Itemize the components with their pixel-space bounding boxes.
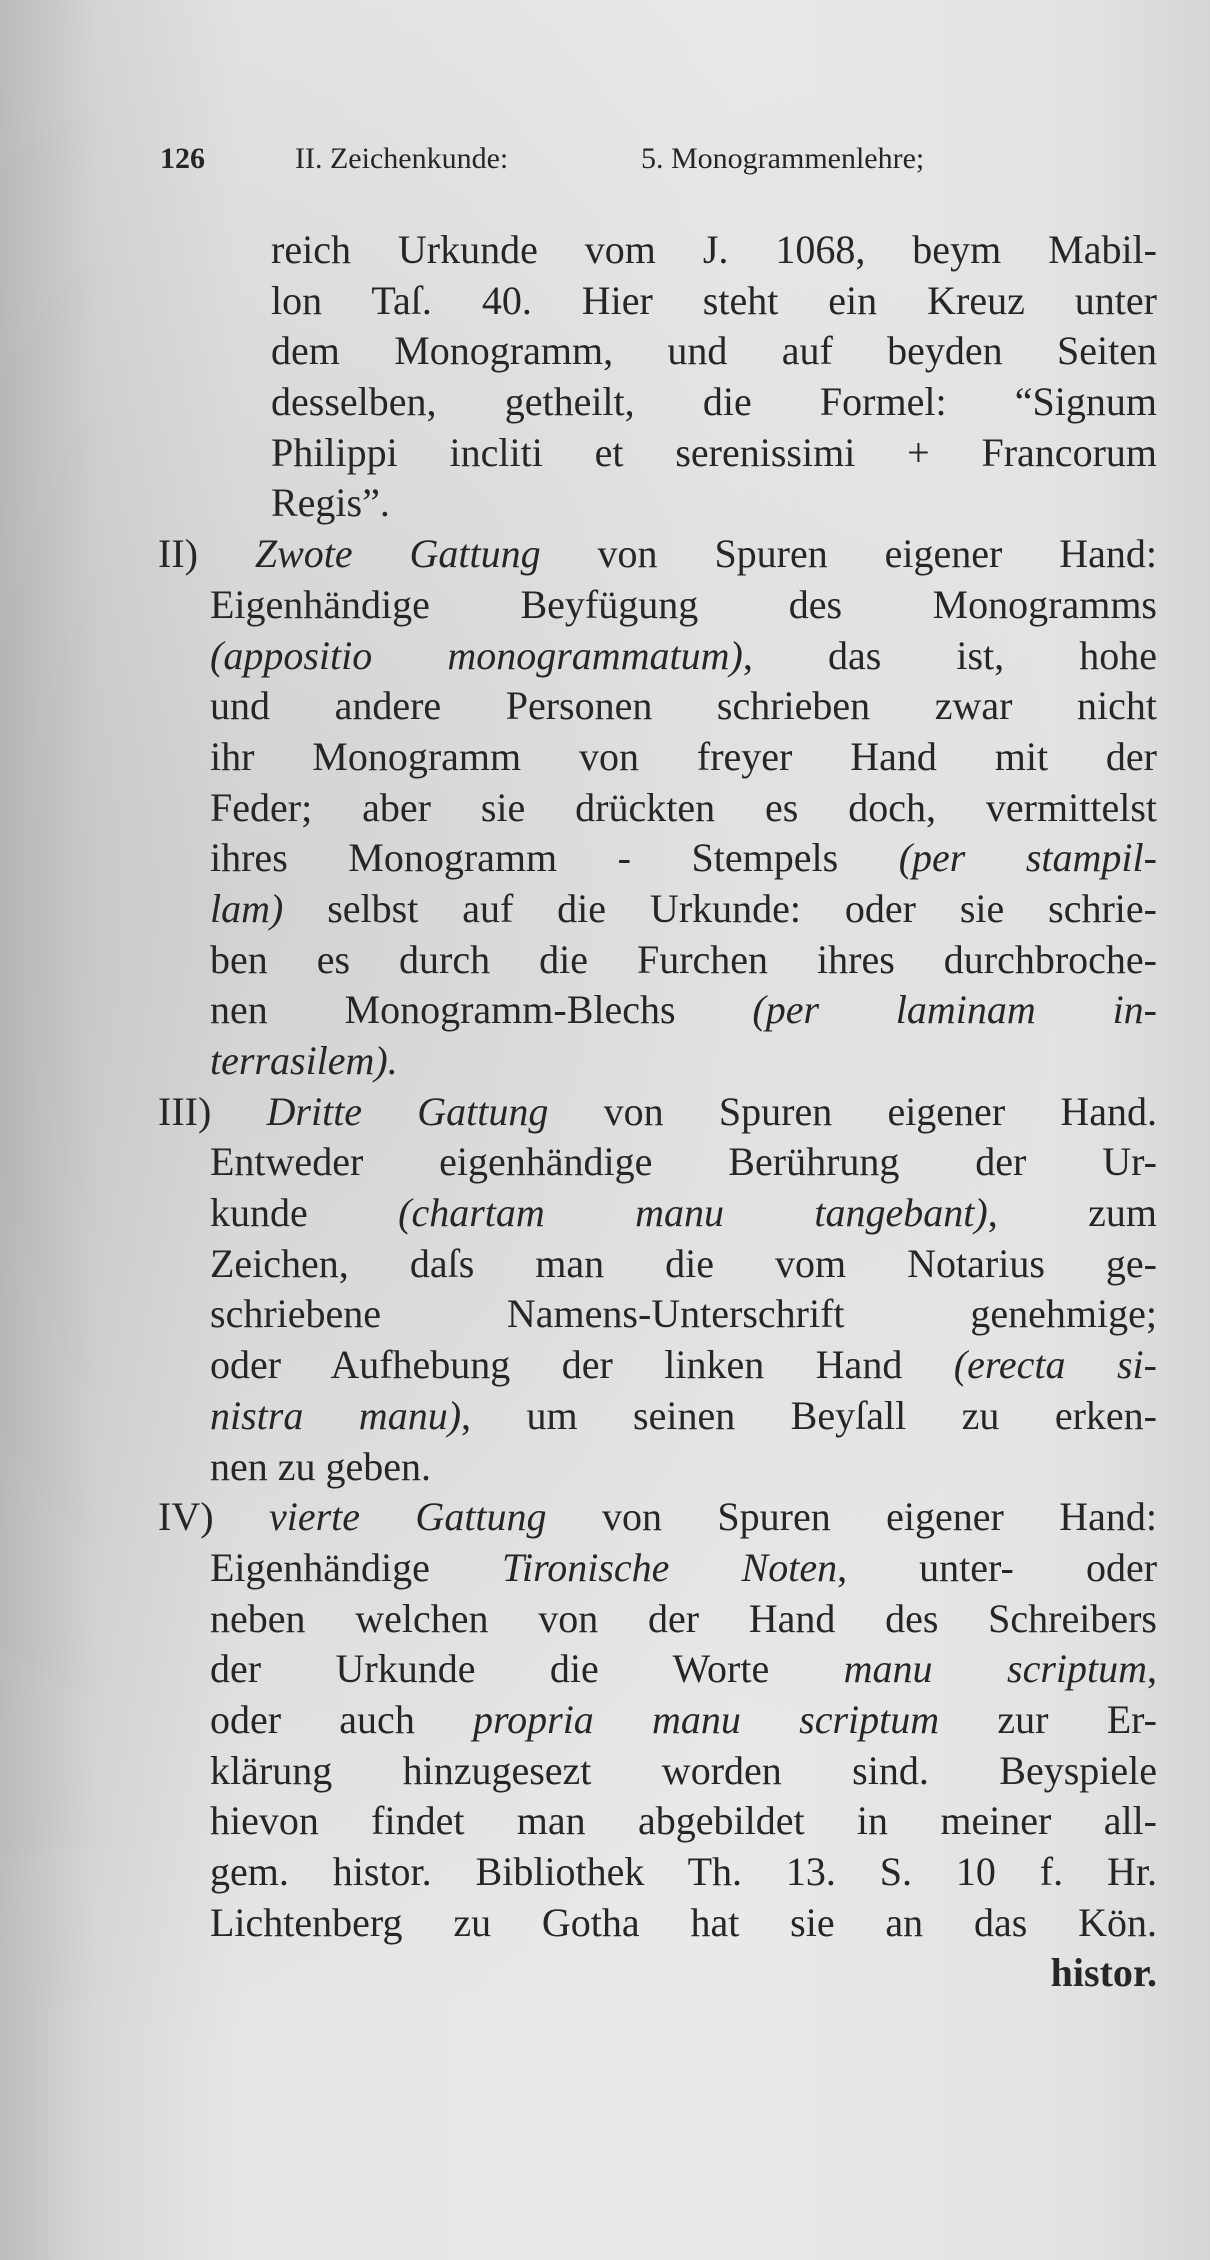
text-segment: von Spuren eigener Hand: (546, 1494, 1157, 1540)
text-line (210, 1391, 1157, 1442)
text-line (271, 225, 1157, 276)
text-segment: , um seinen Beyſall zu erken- (461, 1392, 1157, 1438)
text-line (210, 1746, 1157, 1797)
text-line (210, 1289, 1157, 1340)
text-segment: , zum (987, 1190, 1157, 1236)
section-title: II. Zeichenkunde: (295, 142, 509, 175)
text-line (210, 1644, 1157, 1695)
subsection-title: 5. Monogrammenlehre; (641, 142, 925, 175)
text-line (210, 1442, 1157, 1493)
text-segment: ihres Monogramm - Stempels (210, 835, 899, 881)
item-number: IV) (158, 1494, 214, 1540)
text-line (158, 1492, 1157, 1543)
text-segment: oder Aufhebung der linken Hand (210, 1342, 954, 1388)
text-segment: schriebene Namens-Unterschrift genehmige; (210, 1291, 1157, 1337)
italic-text: (erecta si- (953, 1342, 1157, 1388)
text-line (210, 631, 1157, 682)
text-segment: , unter- oder (837, 1544, 1158, 1590)
catchword: histor. (1050, 1950, 1157, 1996)
text-segment: Lichtenberg zu Gotha hat sie an das Kön. (210, 1899, 1157, 1945)
text-line (210, 985, 1157, 1036)
text-segment: Eigenhändige Beyfügung des Monogramms (210, 581, 1157, 627)
text-segment: ben es durch die Furchen ihres durchbroche- (210, 936, 1157, 982)
text-line (210, 935, 1157, 986)
text-line (210, 1137, 1157, 1188)
text-segment: dem Monogramm, und auf beyden Seiten (271, 328, 1157, 374)
list-item (0, 1492, 1210, 1948)
text-segment: oder auch (210, 1696, 474, 1742)
text-line (271, 276, 1157, 327)
text-line (271, 428, 1157, 479)
text-line (210, 833, 1157, 884)
text-segment: von Spuren eigener Hand. (548, 1088, 1158, 1134)
italic-text: Dritte Gattung (266, 1088, 549, 1134)
italic-text: Zwote Gattung (254, 531, 541, 577)
body-text (0, 225, 1210, 1999)
text-line (210, 1188, 1157, 1239)
item-number: III) (158, 1088, 212, 1134)
text-segment: Regis”. (271, 480, 390, 526)
running-header (0, 142, 1210, 186)
text-line (210, 1036, 1157, 1087)
text-line (210, 1594, 1157, 1645)
italic-text: (per stampil- (898, 835, 1157, 881)
text-segment: Eigenhändige (210, 1544, 503, 1590)
text-segment: Entweder eigenhändige Berührung der Ur- (210, 1139, 1157, 1185)
text-line (210, 681, 1157, 732)
text-segment: hievon findet man abgebildet in meiner all- (210, 1798, 1157, 1844)
text-segment: reich Urkunde vom J. 1068, beym Mabil- (271, 227, 1157, 272)
text-segment: klärung hinzugesezt worden sind. Beyspiele (210, 1747, 1157, 1793)
text-segment: lon Taſ. 40. Hier steht ein Kreuz unter (271, 277, 1157, 323)
italic-text: propria manu scriptum (473, 1696, 940, 1742)
text-segment: und andere Personen schrieben zwar nicht (210, 683, 1157, 729)
text-line (271, 326, 1157, 377)
text-segment: selbst auf die Urkunde: oder sie schrie- (283, 885, 1157, 931)
text-segment: neben welchen von der Hand des Schreibers (210, 1595, 1157, 1641)
text-segment: , das ist, hohe (742, 632, 1157, 678)
text-segment: ihr Monogramm von freyer Hand mit der (210, 733, 1157, 779)
item-number: II) (158, 531, 198, 577)
text-line (210, 1340, 1157, 1391)
text-segment: , (1147, 1646, 1157, 1692)
text-line (210, 1796, 1157, 1847)
text-segment: nen Monogramm-Blechs (210, 987, 753, 1033)
text-line (158, 529, 1157, 580)
italic-text: Tironische Noten (502, 1544, 838, 1590)
italic-text: lam) (210, 885, 284, 931)
list-item (0, 1087, 1210, 1493)
text-line (210, 783, 1157, 834)
italic-text: (chartam manu tangebant) (398, 1190, 988, 1236)
text-segment: zur Er- (939, 1696, 1157, 1742)
text-line (210, 884, 1157, 935)
text-line (210, 1543, 1157, 1594)
text-line (210, 1898, 1157, 1949)
text-line (271, 478, 1157, 529)
text-segment: gem. histor. Bibliothek Th. 13. S. 10 f. Hr. (210, 1849, 1157, 1894)
italic-text: nistra manu) (210, 1392, 462, 1438)
page-number: 126 (160, 142, 205, 175)
text-segment: von Spuren eigener Hand: (540, 531, 1157, 577)
text-line (210, 732, 1157, 783)
text-line (210, 1239, 1157, 1290)
text-segment: desselben, getheilt, die Formel: “Signum (271, 379, 1157, 425)
text-segment: kunde (210, 1190, 399, 1236)
text-line (210, 580, 1157, 631)
text-segment: Feder; aber sie drückten es doch, vermittelst (210, 784, 1157, 830)
text-line (210, 1695, 1157, 1746)
text-segment: der Urkunde die Worte (210, 1646, 844, 1692)
text-segment: nen zu geben. (210, 1443, 432, 1489)
italic-text: manu scriptum (843, 1646, 1147, 1692)
continued-paragraph (0, 225, 1210, 529)
italic-text: (per laminam in- (752, 987, 1158, 1033)
text-segment: Philippi incliti et serenissimi + Francorum (271, 429, 1157, 475)
italic-text: vierte Gattung (268, 1494, 547, 1540)
text-line (271, 377, 1157, 428)
text-segment: Zeichen, daſs man die vom Notarius ge- (210, 1240, 1157, 1286)
text-line (210, 1847, 1157, 1898)
italic-text: (appositio monogrammatum) (210, 632, 743, 678)
italic-text: terrasilem). (210, 1038, 398, 1083)
list-item (0, 529, 1210, 1087)
text-line (158, 1087, 1157, 1138)
